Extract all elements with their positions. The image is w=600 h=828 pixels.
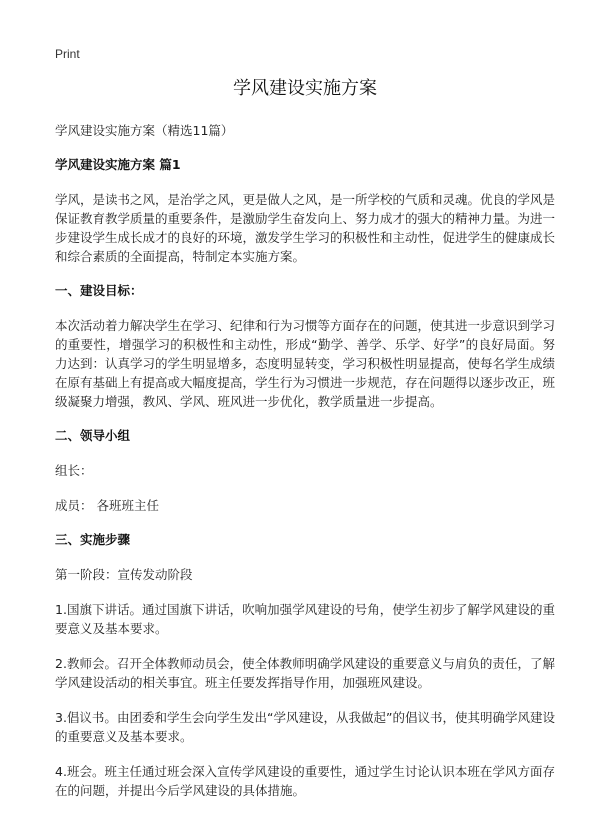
intro-paragraph: 学风，是读书之风，是治学之风，更是做人之风，是一所学校的气质和灵魂。优良的学风是保证教育教学质量的重要条件，是激励学生奋发向上、努力成才的强大的精神力量。为进一步建设学生成长成才的良好的环境，激发学生学习的积极性和主动性，促进学生的健康成长和综合素质的全面提高，特制定本实施方案。 (55, 192, 556, 264)
step-paragraph-4: 4.班会。班主任通过班会深入宣传学风建设的重要性，通过学生讨论认识本班在学风方面存在的问题，并提出今后学风建设的具体措施。 (55, 764, 555, 798)
leader-group-line: 组长： (55, 463, 93, 478)
goal-paragraph: 本次活动着力解决学生在学习、纪律和行为习惯等方面存在的问题，使其进一步意识到学习的重要性，增强学习的积极性和主动性，形成“勤学、善学、乐学、好学”的良好局面。努力达到：认真学习的学生明显增多，态度明显转变，学习积极性明显提高，使每名学生成绩在原有基础上有提高或大幅度提高，学生行为习惯进一步规范，存在问题得以逐步改正，班级凝聚力增强，教风、学风、班风进一步优化，教学质量进一步提高。 (55, 318, 556, 409)
step-paragraph-2: 2.教师会。召开全体教师动员会，使全体教师明确学风建设的重要意义与肩负的责任，了解学风建设活动的相关事宜。班主任要发挥指导作用，加强班风建设。 (55, 656, 555, 690)
leader-members-line: 成员： 各班班主任 (55, 498, 159, 513)
section-heading-leadership: 二、领导小组 (55, 428, 131, 443)
section-heading-goal: 一、建设目标： (55, 283, 143, 298)
print-link[interactable]: Print (55, 47, 80, 61)
document-body (55, 76, 555, 816)
page-title: 学风建设实施方案 (233, 78, 377, 99)
phase-line: 第一阶段：宣传发动阶段 (55, 567, 193, 582)
document-subtitle: 学风建设实施方案（精选11篇） (55, 123, 234, 138)
step-paragraph-3: 3.倡议书。由团委和学生会向学生发出“学风建设，从我做起”的倡议书，使其明确学风建设的重要意义及基本要求。 (55, 710, 555, 744)
step-paragraph-1: 1.国旗下讲话。通过国旗下讲话，吹响加强学风建设的号角，使学生初步了解学风建设的重要意义及基本要求。 (55, 602, 555, 636)
section-heading-steps: 三、实施步骤 (55, 532, 131, 547)
article-heading: 学风建设实施方案 篇1 (55, 157, 181, 172)
